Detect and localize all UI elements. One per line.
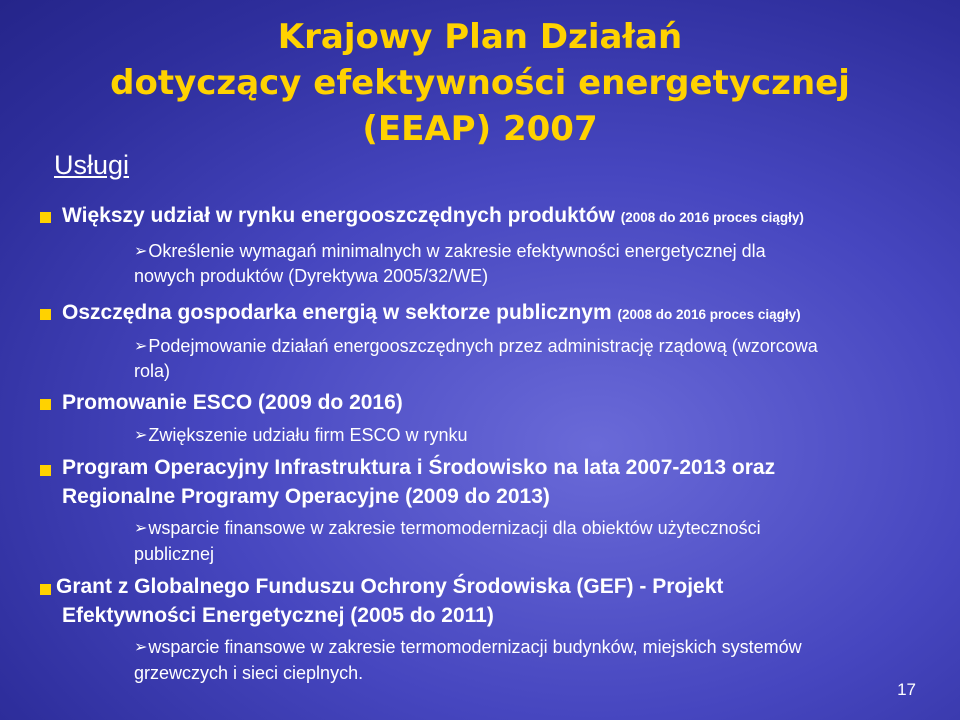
item-2-heading: Oszczędna gospodarka energią w sektorze publicznym (2008 do 2016 proces ciągły) [62, 301, 801, 324]
square-bullet-icon [40, 465, 51, 476]
slide-title [0, 14, 960, 152]
arrow-bullet-icon: ➢ [134, 639, 148, 656]
item-5-sub-line-2: grzewczych i sieci cieplnych. [134, 663, 364, 683]
square-bullet-icon [40, 584, 51, 595]
title-line-1: Krajowy Plan Działań [277, 17, 683, 57]
arrow-bullet-icon: ➢ [134, 243, 148, 260]
square-bullet-icon [40, 212, 51, 223]
item-2-sub-line-2: rola) [134, 361, 171, 381]
item-4-sub-line-1: ➢wsparcie finansowe w zakresie termomodernizacji dla obiektów użyteczności [134, 518, 761, 538]
item-1-sub-line-2: nowych produktów (Dyrektywa 2005/32/WE) [134, 266, 489, 286]
square-bullet-icon [40, 309, 51, 320]
item-1-sub-line-1: ➢Określenie wymagań minimalnych w zakresie efektywności energetycznej dla [134, 241, 766, 261]
section-heading: Usługi [54, 150, 130, 180]
title-line-2: dotyczący efektywności energetycznej [110, 63, 850, 103]
arrow-bullet-icon: ➢ [134, 427, 148, 444]
item-1-heading: Większy udział w rynku energooszczędnych produktów (2008 do 2016 proces ciągły) [62, 204, 804, 227]
item-3-heading: Promowanie ESCO (2009 do 2016) [62, 391, 403, 414]
title-line-3: (EEAP) 2007 [362, 109, 598, 149]
item-4-heading-line-1: Program Operacyjny Infrastruktura i Środowisko na lata 2007-2013 oraz [62, 456, 776, 479]
item-2-sub-line-1: ➢Podejmowanie działań energooszczędnych przez administrację rządową (wzorcowa [134, 336, 818, 356]
square-bullet-icon [40, 399, 51, 410]
item-4-heading-line-2: Regionalne Programy Operacyjne (2009 do 2013) [62, 485, 550, 508]
arrow-bullet-icon: ➢ [134, 338, 148, 355]
item-3-sub-line-1: ➢Zwiększenie udziału firm ESCO w rynku [134, 425, 468, 445]
item-1-note: (2008 do 2016 proces ciągły) [620, 210, 804, 225]
item-2-note: (2008 do 2016 proces ciągły) [617, 307, 801, 322]
item-5-heading-line-1: Grant z Globalnego Funduszu Ochrony Środowiska (GEF) - Projekt [56, 575, 724, 598]
page-number: 17 [897, 680, 916, 699]
item-5-heading-line-2: Efektywności Energetycznej (2005 do 2011) [62, 604, 494, 627]
item-5-sub-line-1: ➢wsparcie finansowe w zakresie termomodernizacji budynków, miejskich systemów [134, 637, 802, 657]
item-4-sub-line-2: publicznej [134, 544, 215, 564]
arrow-bullet-icon: ➢ [134, 520, 148, 537]
